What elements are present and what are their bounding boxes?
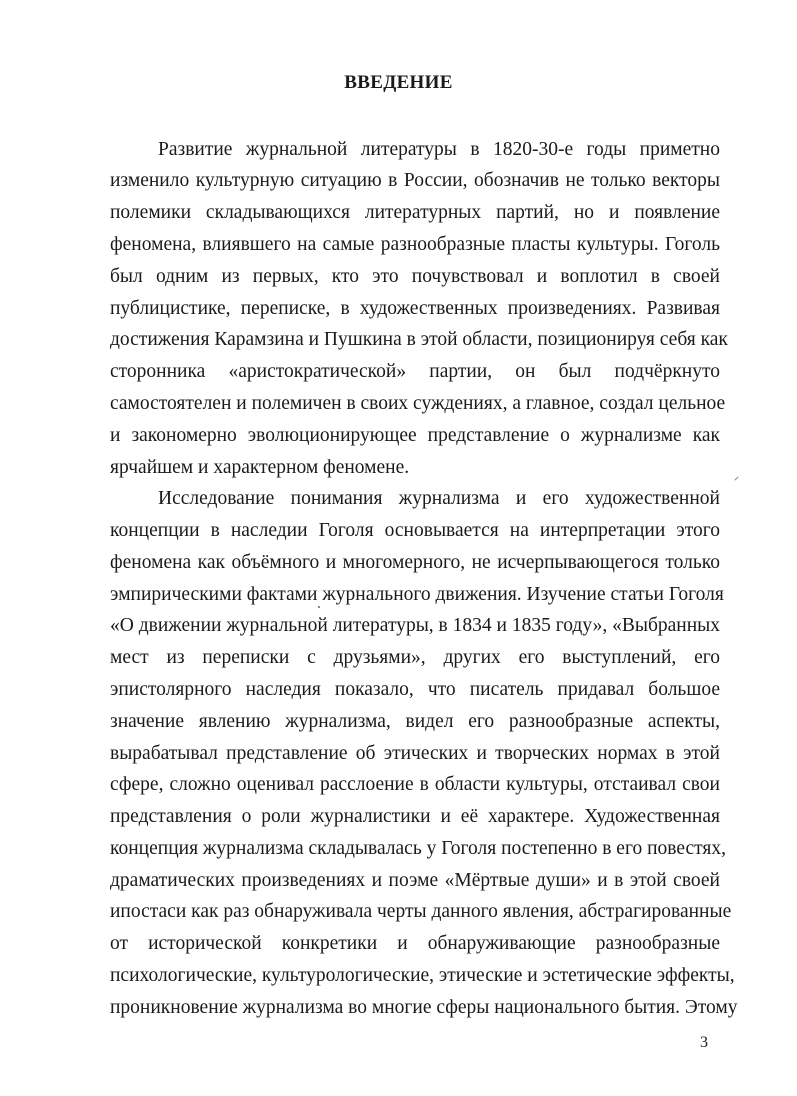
text-line: полемики складывающихся литературных партий, но и появление [110,202,720,223]
text-line: эмпирическими фактами журнального движения. Изучение статьи Гоголя [110,584,724,605]
text-line: вырабатывал представление об этических и творческих нормах в этой [110,743,720,764]
text-line: самостоятелен и полемичен в своих суждениях, а главное, создал цельное [110,393,726,414]
text-line: сторонника «аристократической» партии, он был подчёркнуто [110,361,720,382]
text-line: был одним из первых, кто это почувствовал и воплотил в своей [110,266,720,287]
page-title: ВВЕДЕНИЕ [344,72,453,93]
text-line: концепция журнализма складывалась у Гоголя постепенно в его повестях, [110,838,727,859]
text-line: достижения Карамзина и Пушкина в этой области, позиционируя себя как [110,329,728,350]
scan-speck [734,476,738,480]
text-line: Развитие журнальной литературы в 1820-30-е годы приметно [158,139,720,160]
text-line: «О движении журнальной литературы, в 1834 и 1835 году», «Выбранных [110,615,720,636]
text-line: драматических произведениях и поэме «Мёртвые души» и в этой своей [110,870,720,891]
text-line: Исследование понимания журнализма и его художественной [158,488,720,509]
text-line: проникновение журнализма во многие сферы национального бытия. Этому [110,997,738,1018]
text-line: ярчайшем и характерном феномене. [110,457,410,478]
text-line: сфере, сложно оценивал расслоение в области культуры, отстаивал свои [110,774,720,795]
page-number: 3 [700,1034,708,1051]
text-line: мест из переписки с друзьями», других его выступлений, его [110,647,720,668]
text-line: психологические, культурологические, этические и эстетические эффекты, [110,965,735,986]
text-line: публицистике, переписке, в художественных произведениях. Развивая [110,298,720,319]
text-line: представления о роли журналистики и её характере. Художественная [110,806,720,827]
text-line: эпистолярного наследия показало, что писатель придавал большое [110,679,720,700]
text-line: феномена как объёмного и многомерного, не исчерпывающегося только [110,552,720,573]
text-line: изменило культурную ситуацию в России, обозначив не только векторы [110,170,720,191]
text-line: и закономерно эволюционирующее представление о журнализме как [110,425,720,446]
text-line: феномена, влиявшего на самые разнообразные пласты культуры. Гоголь [110,234,720,255]
text-line: ипостаси как раз обнаруживала черты данного явления, абстрагированные [110,901,732,922]
text-line: от исторической конкретики и обнаруживающие разнообразные [110,933,720,954]
scan-speck [318,606,320,608]
text-line: концепции в наследии Гоголя основывается на интерпретации этого [110,520,720,541]
text-line: значение явлению журнализма, видел его разнообразные аспекты, [110,711,720,732]
